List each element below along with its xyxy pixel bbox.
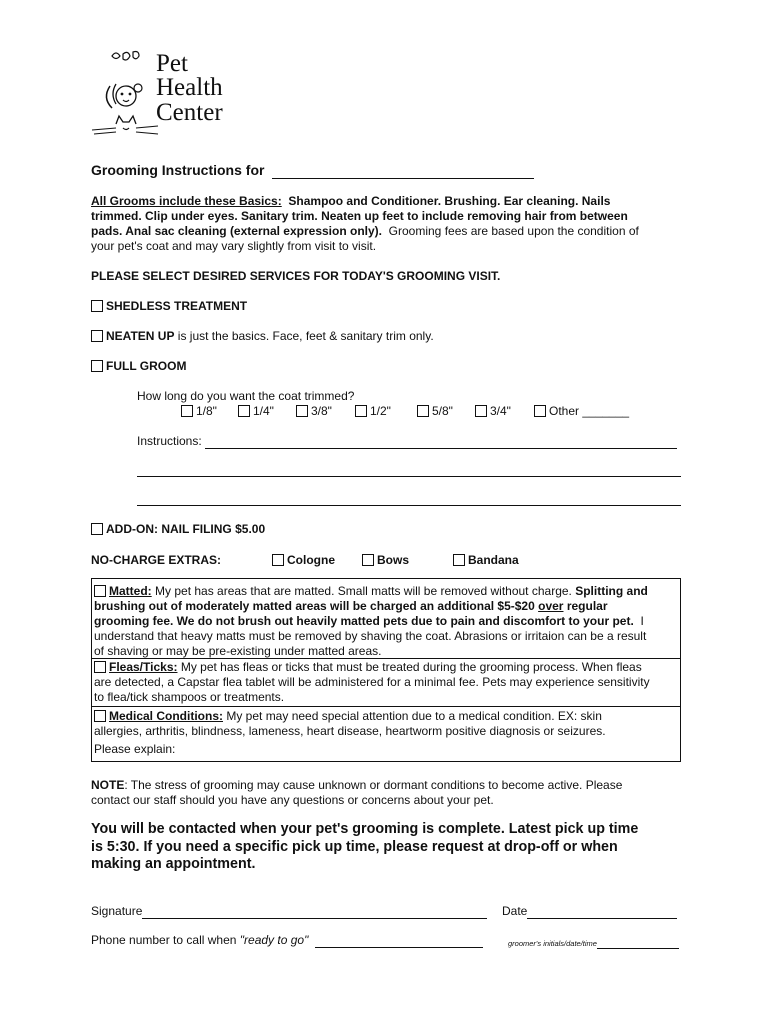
date-row	[502, 904, 677, 919]
addon-checkbox[interactable]	[91, 523, 103, 535]
coat-option-2[interactable]	[238, 404, 274, 418]
service-neaten-up[interactable]	[91, 329, 434, 343]
basics-paragraph	[91, 194, 691, 254]
coat-option-6[interactable]	[475, 404, 511, 418]
signature-row	[91, 904, 487, 919]
instructions-field-1[interactable]	[205, 435, 677, 449]
basics-heading: All Grooms include these Basics:	[91, 194, 282, 208]
extras-label: NO-CHARGE EXTRAS:	[91, 553, 222, 567]
service-shedless[interactable]	[91, 299, 247, 313]
note-text-2: contact our staff should you have any questions or concerns about your pet.	[91, 793, 494, 807]
matted-section	[94, 584, 678, 659]
note-label: NOTE	[91, 778, 125, 792]
logo-line-3: Center	[156, 99, 223, 126]
matted-title: Matted:	[109, 584, 152, 598]
instructions-field-2[interactable]	[137, 463, 681, 477]
coat-label-other: Other _______	[549, 404, 630, 418]
bows-label: Bows	[377, 553, 410, 567]
coat-label-4: 1/2"	[370, 404, 391, 418]
coat-checkbox-2[interactable]	[238, 405, 250, 417]
medical-text-1: My pet may need special attention due to a medical condition. EX: skin	[226, 709, 602, 723]
extra-cologne[interactable]	[272, 553, 335, 567]
fleas-text-1: My pet has fleas or ticks that must be treated during the grooming process. When fleas	[180, 660, 642, 674]
contact-paragraph	[91, 821, 711, 874]
groomer-row	[508, 935, 679, 949]
coat-option-other[interactable]	[534, 404, 629, 418]
instructions-row	[137, 434, 677, 449]
coat-checkbox-1[interactable]	[181, 405, 193, 417]
groomer-field[interactable]	[597, 937, 679, 949]
phone-label: Phone number to call when	[91, 933, 237, 947]
bandana-label: Bandana	[468, 553, 519, 567]
title-label: Grooming Instructions for	[91, 162, 265, 178]
fleas-text-2: are detected, a Capstar flea tablet will be administered for a minimal fee. Pets may experience sensitivity	[94, 675, 650, 689]
basics-text-2: trimmed. Clip under eyes. Sanitary trim. Neaten up feet to include removing hair from between	[91, 209, 628, 223]
note-text-1: : The stress of grooming may cause unknown or dormant conditions to become active. Please	[124, 778, 623, 792]
coat-question: How long do you want the coat trimmed?	[137, 389, 355, 403]
contact-text-2: is 5:30. If you need a specific pick up time, please request at drop-off or when	[91, 838, 618, 855]
coat-option-3[interactable]	[296, 404, 332, 418]
medical-title: Medical Conditions:	[109, 709, 223, 723]
shedless-checkbox[interactable]	[91, 300, 103, 312]
fleas-section	[94, 660, 678, 705]
coat-option-4[interactable]	[355, 404, 391, 418]
service-full-groom[interactable]	[91, 359, 186, 373]
full-groom-label: FULL GROOM	[106, 359, 187, 373]
coat-label-6: 3/4"	[490, 404, 511, 418]
addon-label: ADD-ON: NAIL FILING $5.00	[106, 522, 266, 536]
extra-bows[interactable]	[362, 553, 409, 567]
logo	[90, 48, 250, 148]
coat-checkbox-5[interactable]	[417, 405, 429, 417]
coat-option-5[interactable]	[417, 404, 453, 418]
addon-nail-filing[interactable]	[91, 522, 265, 536]
basics-text-1: Shampoo and Conditioner. Brushing. Ear cleaning. Nails	[288, 194, 611, 208]
basics-text-3: pads. Anal sac cleaning (external expression only).	[91, 224, 382, 238]
coat-checkbox-other[interactable]	[534, 405, 546, 417]
coat-label-3: 3/8"	[311, 404, 332, 418]
coat-option-1[interactable]	[181, 404, 217, 418]
divider-1	[92, 658, 680, 659]
coat-label-1: 1/8"	[196, 404, 217, 418]
phone-row	[91, 933, 483, 948]
medical-text-2: allergies, arthritis, blindness, lameness, heart disease, heartworm positive diagnosis or seizures.	[94, 724, 606, 738]
coat-checkbox-6[interactable]	[475, 405, 487, 417]
signature-field[interactable]	[142, 905, 487, 919]
matted-text-5: of shaving or may be pre-existing under matted areas.	[94, 644, 382, 658]
basics-text-4: your pet's coat and may vary slightly from visit to visit.	[91, 239, 377, 253]
logo-line-1: Pet	[156, 50, 188, 77]
form-title	[91, 162, 534, 179]
matted-text-2b: over	[538, 599, 564, 613]
fleas-title: Fleas/Ticks:	[109, 660, 178, 674]
neaten-up-checkbox[interactable]	[91, 330, 103, 342]
logo-line-2: Health	[156, 74, 223, 101]
pet-logo-icon	[90, 48, 160, 143]
medical-checkbox[interactable]	[94, 710, 106, 722]
fleas-checkbox[interactable]	[94, 661, 106, 673]
contact-text-3: making an appointment.	[91, 856, 256, 872]
instructions-label: Instructions:	[137, 434, 202, 448]
cologne-checkbox[interactable]	[272, 554, 284, 566]
matted-text-4: understand that heavy matts must be removed by shaving the coat. Abrasions or irritaion can be a result	[94, 629, 647, 643]
neaten-up-description: is just the basics. Face, feet & sanitary trim only.	[177, 329, 434, 343]
full-groom-checkbox[interactable]	[91, 360, 103, 372]
matted-text-1: My pet has areas that are matted. Small matts will be removed without charge.	[155, 584, 572, 598]
cologne-label: Cologne	[287, 553, 335, 567]
matted-text-2c: regular	[566, 599, 608, 613]
coat-label-5: 5/8"	[432, 404, 453, 418]
signature-label: Signature	[91, 904, 143, 918]
coat-checkbox-4[interactable]	[355, 405, 367, 417]
phone-quote: "ready to go"	[239, 933, 309, 947]
pet-name-field[interactable]	[272, 163, 534, 179]
matted-checkbox[interactable]	[94, 585, 106, 597]
coat-label-2: 1/4"	[253, 404, 274, 418]
fleas-text-3: to flea/tick shampoos or treatments.	[94, 690, 285, 704]
bows-checkbox[interactable]	[362, 554, 374, 566]
groomer-label: groomer's initials/date/time	[508, 939, 597, 948]
conditions-box	[91, 578, 681, 762]
matted-text-1b: Splitting and	[575, 584, 648, 598]
divider-2	[92, 706, 680, 707]
shedless-label: SHEDLESS TREATMENT	[106, 299, 248, 313]
phone-field[interactable]	[315, 934, 483, 948]
coat-checkbox-3[interactable]	[296, 405, 308, 417]
medical-explain-label: Please explain:	[94, 742, 176, 756]
extra-bandana[interactable]	[453, 553, 519, 567]
contact-text-1: You will be contacted when your pet's grooming is complete. Latest pick up time	[91, 821, 639, 837]
instructions-field-3[interactable]	[137, 492, 681, 506]
matted-text-2: brushing out of moderately matted areas will be charged an additional $5-$20	[94, 599, 535, 613]
note-paragraph	[91, 778, 691, 808]
matted-text-3b: I	[640, 614, 644, 628]
neaten-up-label: NEATEN UP	[106, 329, 175, 343]
medical-section	[94, 709, 678, 757]
select-heading: PLEASE SELECT DESIRED SERVICES FOR TODAY'S GROOMING VISIT.	[91, 269, 501, 283]
matted-text-3: grooming fee. We do not brush out heavily matted pets due to pain and discomfort to your pet.	[94, 614, 634, 628]
bandana-checkbox[interactable]	[453, 554, 465, 566]
date-label: Date	[502, 904, 528, 918]
basics-fee-text: Grooming fees are based upon the condition of	[388, 224, 639, 238]
date-field[interactable]	[527, 905, 677, 919]
